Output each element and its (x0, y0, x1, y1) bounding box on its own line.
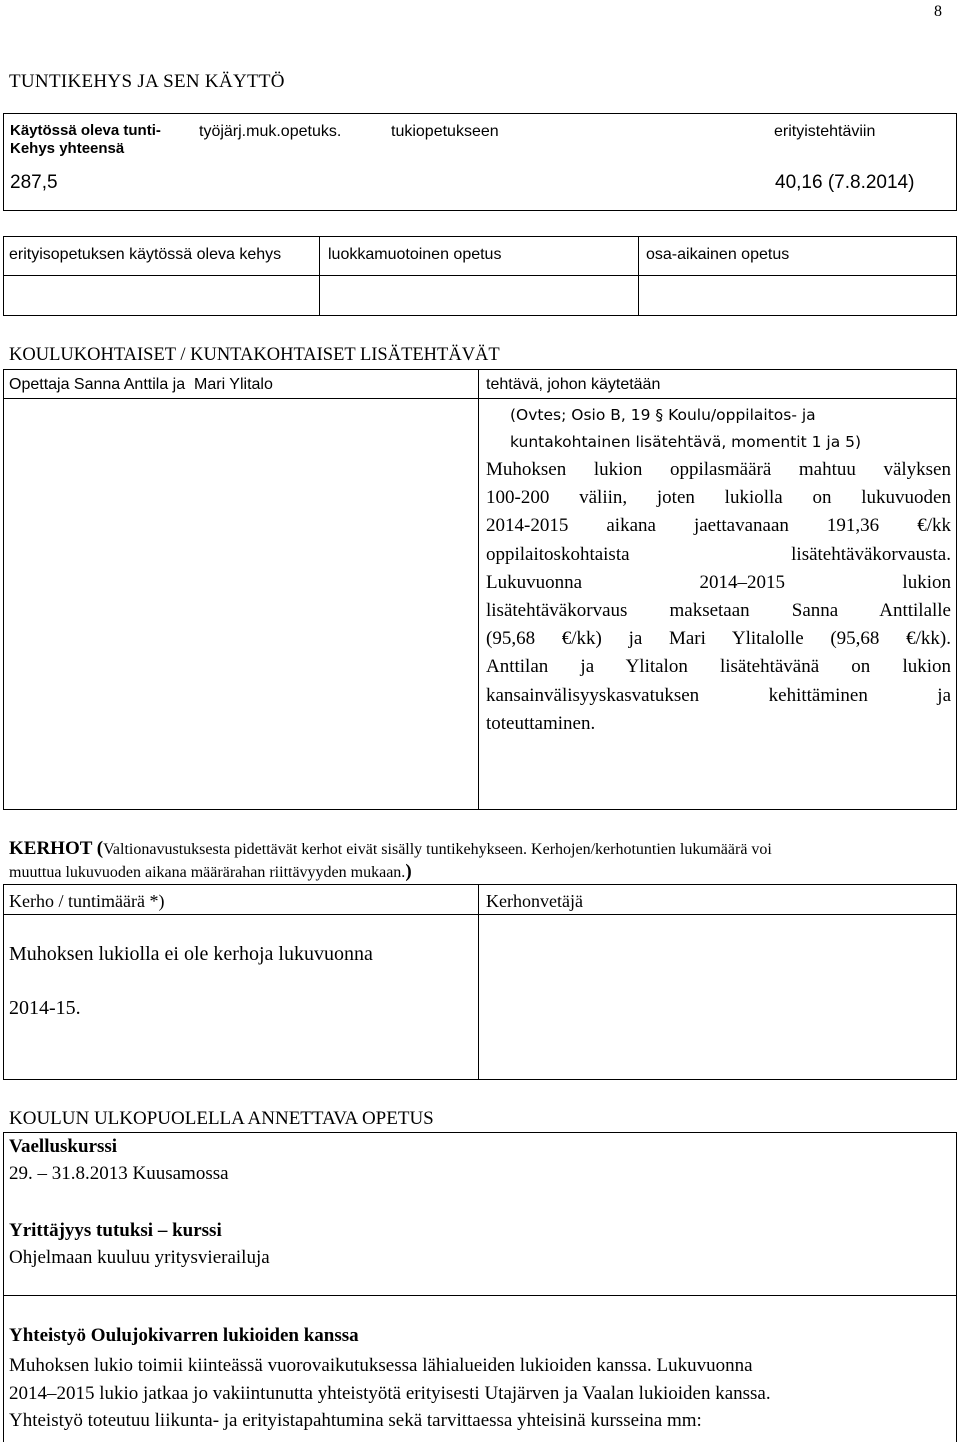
yrittajyys-title: Yrittäjyys tutuksi – kurssi (9, 1220, 222, 1241)
description-line: Muhoksen lukion oppilasmäärä mahtuu välyksen (486, 459, 951, 480)
kerhot-heading: KERHOT (Valtionavustuksesta pidettävät kerhot eivät sisälly tuntikehykseen. Kerhojen/kerhotuntien lukumäärä voi muuttua lukuvuoden aikana määrärahan riittävyyden mukaan.) (9, 838, 772, 882)
kerhot-col2-label: Kerhonvetäjä (486, 891, 583, 911)
yrittajyys-text: Ohjelmaan kuuluu yritysvierailuja (9, 1247, 270, 1268)
description-line: 100-200 väliin, joten lukiolla on lukuvuoden (486, 487, 951, 509)
lisatehtavat-col-divider (478, 369, 479, 810)
tuntikehys-col4-label: erityistehtäviin (774, 123, 876, 140)
yhteistyo-line: 2014–2015 lukio jatkaa jo vakiintunutta yhteistyötä erityisesti Utajärven ja Vaalan lukioiden kanssa. (9, 1382, 771, 1404)
tuntikehys-col3-label: tukiopetukseen (391, 123, 499, 140)
vaelluskurssi-date: 29. – 31.8.2013 Kuusamossa (9, 1163, 229, 1184)
erityisopetus-col1-label: erityisopetuksen käytössä oleva kehys (9, 246, 282, 263)
erityisopetus-col-divider-1 (319, 236, 320, 316)
tuntikehys-col1-label: Käytössä oleva tunti- Kehys yhteensä (10, 122, 161, 157)
lisatehtavat-description (486, 456, 951, 738)
tuntikehys-total-value: 287,5 (10, 172, 58, 193)
lisatehtavat-task-header: tehtävä, johon käytetään (486, 376, 661, 393)
lisatehtavat-header-divider (3, 398, 957, 399)
kerhot-col-divider (478, 884, 479, 1080)
erityisopetus-col3-label: osa-aikainen opetus (646, 246, 790, 263)
lisatehtavat-heading: KOULUKOHTAISET / KUNTAKOHTAISET LISÄTEHTÄVÄT (9, 345, 500, 365)
description-line: oppilaitoskohtaista lisätehtäväkorvausta. (486, 543, 951, 565)
page-number: 8 (934, 3, 942, 20)
yhteistyo-line: Yhteistyö toteutuu liikunta- ja erityistapahtumina sekä tarvittaessa yhteisinä kursseina mm: (9, 1410, 702, 1431)
description-line: 2014-2015 aikana jaettavanaan 191,36 €/kk (486, 515, 951, 537)
erityisopetus-row-divider (3, 275, 957, 276)
description-line: (95,68 €/kk) ja Mari Ylitalolle (95,68 €/kk). (486, 628, 951, 650)
erityisopetus-col-divider-2 (638, 236, 639, 316)
yhteistyo-title: Yhteistyö Oulujokivarren lukioiden kanssa (9, 1325, 359, 1346)
lisatehtavat-teacher-header: Opettaja Sanna Anttila ja Mari Ylitalo (9, 376, 273, 393)
description-line: Lukuvuonna 2014–2015 lukion (486, 571, 951, 593)
tuntikehys-erityistehtavat-value: 40,16 (7.8.2014) (775, 172, 915, 193)
description-line: toteuttaminen. (486, 712, 596, 734)
vaelluskurssi-title: Vaelluskurssi (9, 1136, 118, 1157)
description-line: Anttilan ja Ylitalon lisätehtävänä on lukion (486, 656, 951, 678)
yhteistyo-line: Muhoksen lukio toimii kiinteässä vuorovaikutuksessa lähialueiden lukioiden kanssa. Lukuvuonna (9, 1355, 753, 1376)
description-line: kansainvälisyyskasvatuksen kehittäminen ja (486, 684, 951, 706)
tuntikehys-col2-label: työjärj.muk.opetuks. (199, 123, 342, 140)
kerhot-col1-label: Kerho / tuntimäärä *) (9, 891, 165, 911)
description-line: lisätehtäväkorvaus maksetaan Sanna Anttilalle (486, 600, 951, 622)
kerhot-content-line1: Muhoksen lukiolla ei ole kerhoja lukuvuonna (9, 943, 373, 965)
erityisopetus-col2-label: luokkamuotoinen opetus (328, 246, 502, 263)
lisatehtavat-reference: (Ovtes; Osio B, 19 § Koulu/oppilaitos- ja kuntakohtainen lisätehtävä, momentit 1 ja 5) (510, 406, 862, 451)
yhteistyo-text (9, 1352, 771, 1435)
tuntikehys-heading: TUNTIKEHYS JA SEN KÄYTTÖ (9, 71, 285, 92)
ulkopuolella-divider (3, 1295, 957, 1296)
kerhot-content-line2: 2014-15. (9, 997, 81, 1019)
kerhot-header-divider (3, 914, 957, 915)
ulkopuolella-heading: KOULUN ULKOPUOLELLA ANNETTAVA OPETUS (9, 1108, 434, 1129)
